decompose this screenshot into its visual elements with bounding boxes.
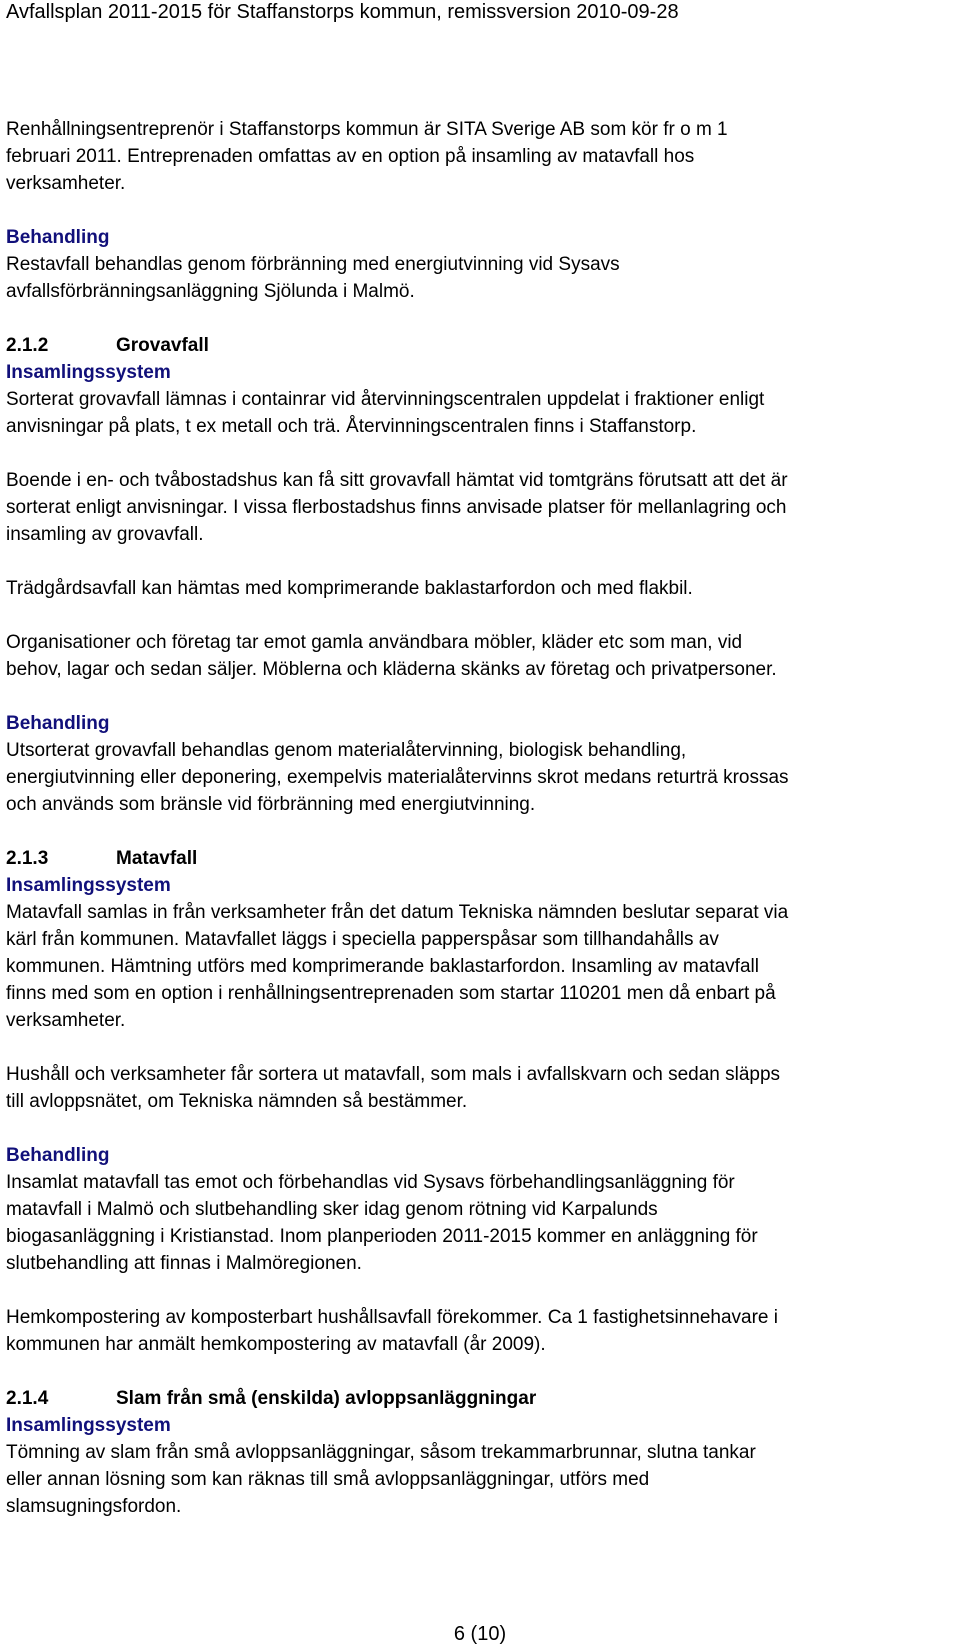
matavfall-insamling-heading: Insamlingssystem — [6, 875, 171, 896]
section-title: Grovavfall — [116, 335, 209, 356]
text-line: biogasanläggning i Kristianstad. Inom planperioden 2011-2015 kommer en anläggning för — [6, 1226, 758, 1247]
text-line: anvisningar på plats, t ex metall och trä. Återvinningscentralen finns i Staffanstorp. — [6, 416, 697, 437]
text-line: Organisationer och företag tar emot gamla användbara möbler, kläder etc som man, vid — [6, 632, 743, 653]
text-line: till avloppsnätet, om Tekniska nämnden så bestämmer. — [6, 1091, 468, 1112]
text-line: behov, lagar och sedan säljer. Möblerna och kläderna skänks av företag och privatpersoner. — [6, 659, 777, 680]
text-line: februari 2011. Entreprenaden omfattas av en option på insamling av matavfall hos — [6, 146, 695, 167]
section-heading-grovavfall — [6, 332, 956, 359]
grovavfall-insamling-heading: Insamlingssystem — [6, 362, 171, 383]
section-number: 2.1.2 — [6, 335, 49, 356]
matavfall-behandling-heading: Behandling — [6, 1145, 110, 1166]
text-line: Renhållningsentreprenör i Staffanstorps kommun är SITA Sverige AB som kör fr o m 1 — [6, 119, 728, 140]
text-line: matavfall i Malmö och slutbehandling sker idag genom rötning vid Karpalunds — [6, 1199, 658, 1220]
text-line: slutbehandling att finnas i Malmöregionen. — [6, 1253, 362, 1274]
text-line: Sorterat grovavfall lämnas i containrar vid återvinningscentralen uppdelat i fraktioner enligt — [6, 389, 765, 410]
grovavfall-paragraph-3 — [6, 575, 956, 602]
text-line: slamsugningsfordon. — [6, 1496, 182, 1517]
section-title: Slam från små (enskilda) avloppsanläggningar — [116, 1388, 537, 1409]
text-line: finns med som en option i renhållningsentreprenaden som startar 110201 men då enbart på — [6, 983, 776, 1004]
text-line: Hemkompostering av komposterbart hushållsavfall förekommer. Ca 1 fastighetsinnehavare i — [6, 1307, 778, 1328]
matavfall-paragraph-3 — [6, 1304, 956, 1358]
text-line: Tömning av slam från små avloppsanläggningar, såsom trekammarbrunnar, slutna tankar — [6, 1442, 756, 1463]
text-line: Hushåll och verksamheter får sortera ut matavfall, som mals i avfallskvarn och sedan släpps — [6, 1064, 781, 1085]
text-line: sorterat enligt anvisningar. I vissa flerbostadshus finns anvisade platser för mellanlagring och — [6, 497, 787, 518]
section-number: 2.1.3 — [6, 848, 49, 869]
matavfall-behandling-text — [6, 1169, 956, 1277]
text-line: kommunen har anmält hemkompostering av matavfall (år 2009). — [6, 1334, 546, 1355]
grovavfall-behandling-heading: Behandling — [6, 713, 110, 734]
section-number: 2.1.4 — [6, 1388, 49, 1409]
text-line: eller annan lösning som kan räknas till små avloppsanläggningar, utförs med — [6, 1469, 650, 1490]
matavfall-paragraph-1 — [6, 899, 956, 1034]
text-line: verksamheter. — [6, 1010, 126, 1031]
text-line: insamling av grovavfall. — [6, 524, 204, 545]
page-header: Avfallsplan 2011-2015 för Staffanstorps kommun, remissversion 2010-09-28 — [6, 1, 679, 23]
text-line: verksamheter. — [6, 173, 126, 194]
text-line: Insamlat matavfall tas emot och förbehandlas vid Sysavs förbehandlingsanläggning för — [6, 1172, 735, 1193]
grovavfall-behandling-text — [6, 737, 956, 818]
grovavfall-paragraph-1 — [6, 386, 956, 440]
text-line: Utsorterat grovavfall behandlas genom materialåtervinning, biologisk behandling, — [6, 740, 687, 761]
text-line: och används som bränsle vid förbränning med energiutvinning. — [6, 794, 536, 815]
section-heading-matavfall — [6, 845, 956, 872]
matavfall-paragraph-2 — [6, 1061, 956, 1115]
text-line: kommunen. Hämtning utförs med komprimerande baklastarfordon. Insamling av matavfall — [6, 956, 759, 977]
text-line: Restavfall behandlas genom förbränning med energiutvinning vid Sysavs — [6, 254, 620, 275]
section-title: Matavfall — [116, 848, 198, 869]
text-line: kärl från kommunen. Matavfallet läggs i speciella papperspåsar som tillhandahålls av — [6, 929, 719, 950]
text-line: avfallsförbränningsanläggning Sjölunda i Malmö. — [6, 281, 415, 302]
text-line: energiutvinning eller deponering, exempelvis materialåtervinns skrot medans returträ krossas — [6, 767, 789, 788]
section-heading-slam — [6, 1385, 956, 1412]
restavfall-behandling-heading: Behandling — [6, 227, 110, 248]
grovavfall-paragraph-4 — [6, 629, 956, 683]
slam-paragraph-1 — [6, 1439, 956, 1520]
text-line: Boende i en- och tvåbostadshus kan få sitt grovavfall hämtat vid tomtgräns förutsatt att det är — [6, 470, 788, 491]
document-body — [6, 116, 956, 1520]
restavfall-behandling-text — [6, 251, 956, 305]
slam-insamling-heading: Insamlingssystem — [6, 1415, 171, 1436]
text-line: Trädgårdsavfall kan hämtas med komprimerande baklastarfordon och med flakbil. — [6, 578, 693, 599]
grovavfall-paragraph-2 — [6, 467, 956, 548]
page-number: 6 (10) — [453, 1623, 507, 1645]
intro-paragraph — [6, 116, 956, 197]
text-line: Matavfall samlas in från verksamheter från det datum Tekniska nämnden beslutar separat via — [6, 902, 789, 923]
